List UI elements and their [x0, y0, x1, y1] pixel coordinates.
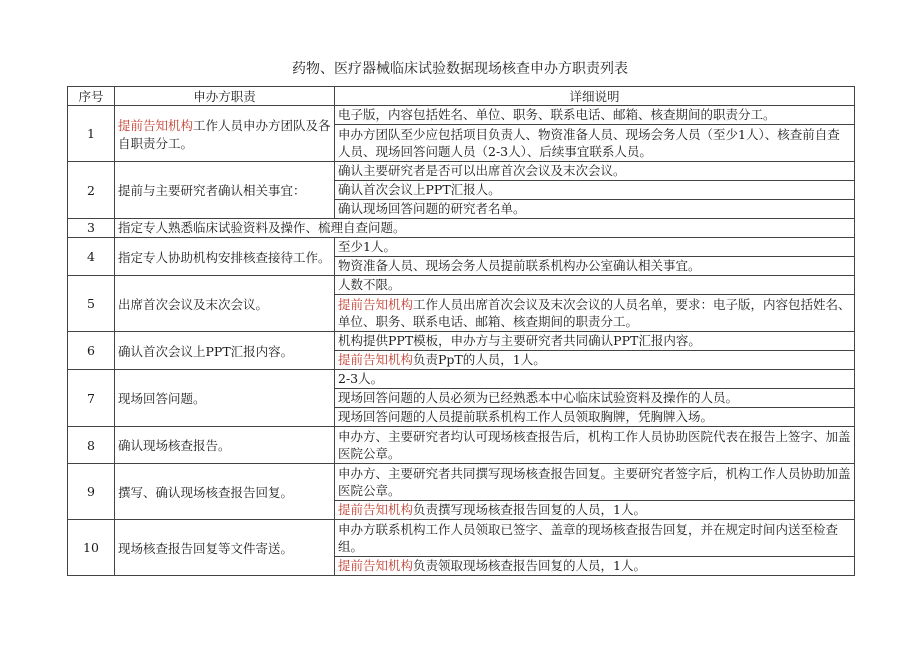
row-detail: 电子版，内容包括姓名、单位、职务、联系电话、邮箱、核查期间的职责分工。	[335, 106, 855, 125]
duty-table	[67, 86, 855, 576]
row-no: 10	[68, 520, 115, 576]
row-duty: 撰写、确认现场核查报告回复。	[115, 464, 335, 520]
row-duty: 现场回答问题。	[115, 370, 335, 427]
highlight-text: 提前告知机构	[338, 502, 414, 517]
highlight-text: 提前告知机构	[338, 352, 414, 367]
row-detail: 确认现场回答问题的研究者名单。	[335, 200, 855, 219]
row-detail: 申办方联系机构工作人员领取已签字、盖章的现场核查报告回复，并在规定时间内送至检查组。	[335, 520, 855, 557]
highlight-text: 提前告知机构	[338, 558, 414, 573]
table-row	[68, 520, 855, 557]
row-detail: 申办方、主要研究者均认可现场核查报告后，机构工作人员协助医院代表在报告上签字、加盖医院公章。	[335, 427, 855, 464]
row-detail: 申办方团队至少应包括项目负责人、物资准备人员、现场会务人员（至少1人）、核查前自查人员、现场回答问题人员（2-3人）、后续事宜联系人员。	[335, 125, 855, 162]
row-detail: 提前告知机构负责领取现场核查报告回复的人员，1人。	[335, 557, 855, 576]
row-no: 6	[68, 332, 115, 370]
row-no: 1	[68, 106, 115, 162]
table-row	[68, 332, 855, 351]
highlight-text: 提前告知机构	[338, 297, 414, 312]
row-no: 4	[68, 238, 115, 276]
table-row	[68, 464, 855, 501]
table-row	[68, 219, 855, 238]
table-row	[68, 427, 855, 464]
row-no: 2	[68, 162, 115, 219]
row-detail: 申办方、主要研究者共同撰写现场核查报告回复。主要研究者签字后，机构工作人员协助加盖医院公章。	[335, 464, 855, 501]
row-duty: 确认现场核查报告。	[115, 427, 335, 464]
table-row	[68, 276, 855, 295]
row-detail: 提前告知机构负责PpT的人员，1人。	[335, 351, 855, 370]
row-detail: 提前告知机构负责撰写现场核查报告回复的人员，1人。	[335, 501, 855, 520]
table-row	[68, 370, 855, 389]
header-duty: 申办方职责	[115, 87, 335, 106]
header-no: 序号	[68, 87, 115, 106]
row-duty: 出席首次会议及末次会议。	[115, 276, 335, 332]
header-detail: 详细说明	[335, 87, 855, 106]
row-detail: 机构提供PPT模板，申办方与主要研究者共同确认PPT汇报内容。	[335, 332, 855, 351]
row-detail: 人数不限。	[335, 276, 855, 295]
row-no: 8	[68, 427, 115, 464]
table-header-row	[68, 87, 855, 106]
table-row	[68, 162, 855, 181]
row-detail: 至少1人。	[335, 238, 855, 257]
row-detail: 提前告知机构工作人员出席首次会议及末次会议的人员名单，要求：电子版，内容包括姓名、单位、职务、联系电话、邮箱、核查期间的职责分工。	[335, 295, 855, 332]
row-no: 5	[68, 276, 115, 332]
row-detail: 现场回答问题的人员提前联系机构工作人员领取胸牌，凭胸牌入场。	[335, 408, 855, 427]
row-detail: 2-3人。	[335, 370, 855, 389]
row-detail: 确认主要研究者是否可以出席首次会议及末次会议。	[335, 162, 855, 181]
highlight-text: 提前告知机构	[118, 117, 194, 133]
row-duty: 提前与主要研究者确认相关事宜：	[115, 162, 335, 219]
table-row	[68, 238, 855, 257]
row-detail: 现场回答问题的人员必须为已经熟悉本中心临床试验资料及操作的人员。	[335, 389, 855, 408]
row-no: 3	[68, 219, 115, 238]
row-duty: 指定专人熟悉临床试验资料及操作、梳理自查问题。	[115, 219, 855, 238]
row-duty: 确认首次会议上PPT汇报内容。	[115, 332, 335, 370]
row-duty: 提前告知机构工作人员申办方团队及各自职责分工。	[115, 106, 335, 162]
row-duty: 指定专人协助机构安排核查接待工作。	[115, 238, 335, 276]
row-duty: 现场核查报告回复等文件寄送。	[115, 520, 335, 576]
row-no: 9	[68, 464, 115, 520]
row-no: 7	[68, 370, 115, 427]
page-title: 药物、医疗器械临床试验数据现场核查申办方职责列表	[292, 61, 628, 77]
row-detail: 物资准备人员、现场会务人员提前联系机构办公室确认相关事宜。	[335, 257, 855, 276]
row-detail: 确认首次会议上PPT汇报人。	[335, 181, 855, 200]
table-row	[68, 106, 855, 125]
